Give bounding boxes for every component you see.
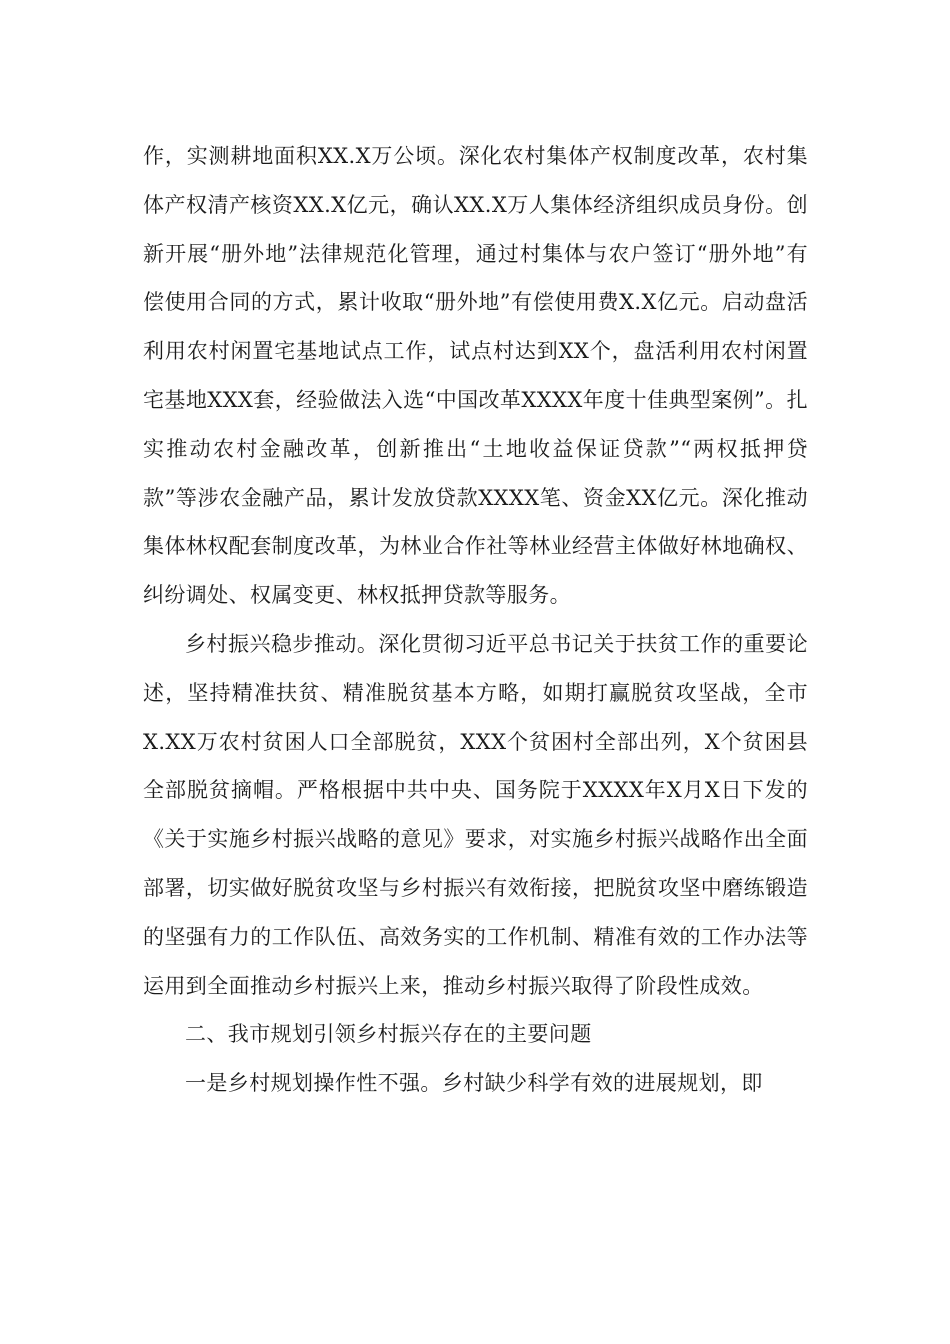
paragraph-land-reform: 作，实测耕地面积XX.X万公顷。深化农村集体产权制度改革，农村集体产权清产核资XX.X亿元，确认XX.X万人集体经济组织成员身份。创新开展“册外地”法律规范化管理，通过村集体与农户签订“册外地”有偿使用合同的方式，累计收取“册外地”有偿使用费X.X亿元。启动盘活利用农村闲置宅基地试点工作，试点村达到XX个，盘活利用农村闲置宅基地XXX套，经验做法入选“中国改革XXXX年度十佳典型案例”。扎实推动农村金融改革，创新推出“土地收益保证贷款”“两权抵押贷款”等涉农金融产品，累计发放贷款XXXX笔、资金XX亿元。深化推动集体林权配套制度改革，为林业合作社等林业经营主体做好林地确权、纠纷调处、权属变更、林权抵押贷款等服务。 [143, 144, 808, 608]
paragraph-planning-problem: 一是乡村规划操作性不强。乡村缺少科学有效的进展规划，即 [185, 1071, 763, 1096]
section-heading: 二、我市规划引领乡村振兴存在的主要问题 [185, 1022, 592, 1047]
paragraph-rural-revitalization: 乡村振兴稳步推动。深化贯彻习近平总书记关于扶贫工作的重要论述，坚持精准扶贫、精准脱贫基本方略，如期打赢脱贫攻坚战，全市X.XX万农村贫困人口全部脱贫，XXX个贫困村全部出列，X个贫困县全部脱贫摘帽。严格根据中共中央、国务院于XXXX年X月X日下发的《关于实施乡村振兴战略的意见》要求，对实施乡村振兴战略作出全面部署，切实做好脱贫攻坚与乡村振兴有效衔接，把脱贫攻坚中磨练锻造的坚强有力的工作队伍、高效务实的工作机制、精准有效的工作办法等运用到全面推动乡村振兴上来，推动乡村振兴取得了阶段性成效。 [143, 631, 808, 998]
document-body [143, 132, 808, 1108]
